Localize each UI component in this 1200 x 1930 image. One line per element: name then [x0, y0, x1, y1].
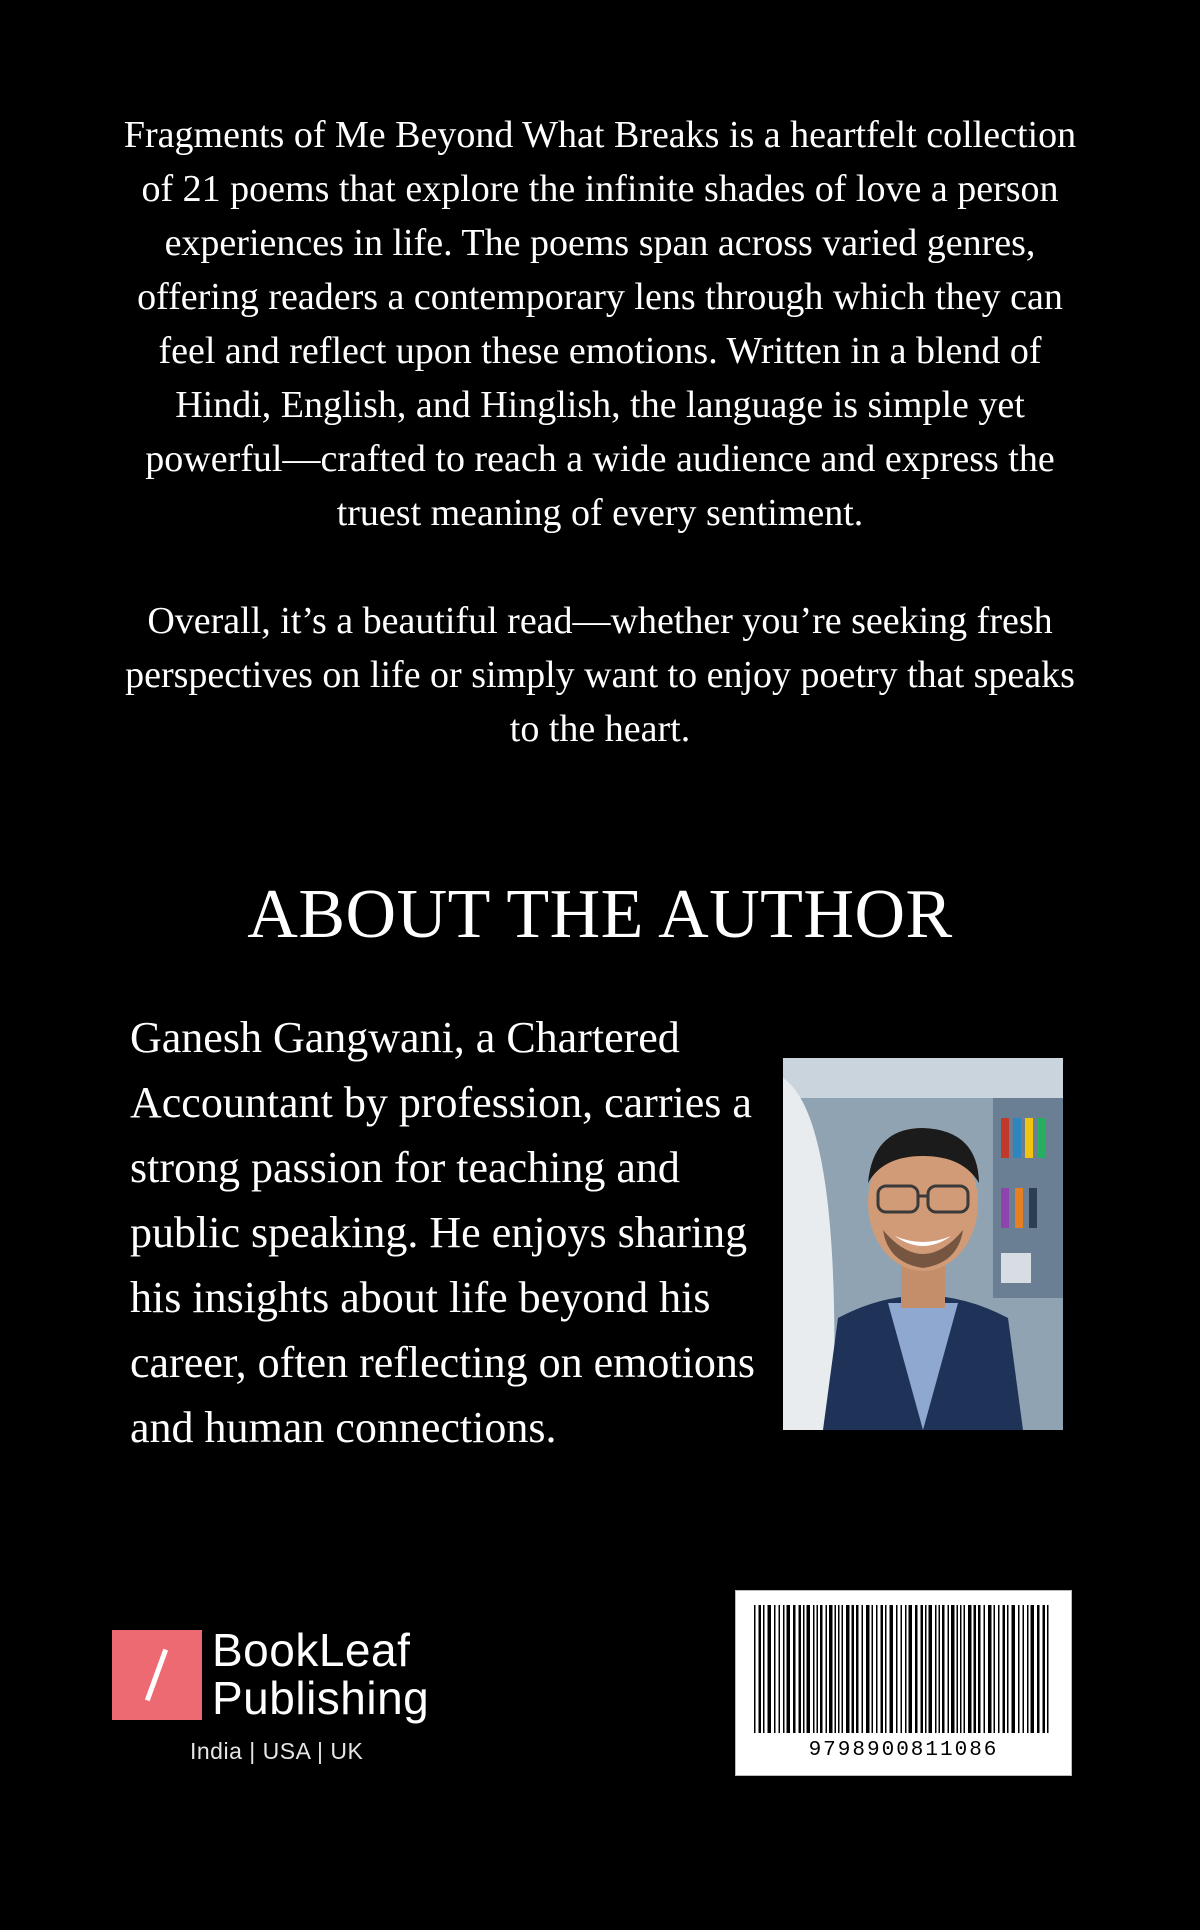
book-description [110, 108, 1090, 756]
isbn-number: 9798900811086 [808, 1739, 999, 1762]
description-paragraph: Overall, it’s a beautiful read—whether you’re seeking fresh perspectives on life or simply want to enjoy poetry that speaks to the heart. [125, 600, 1075, 750]
author-photo [783, 1058, 1063, 1430]
about-author-heading: ABOUT THE AUTHOR [247, 876, 953, 953]
barcode-icon [750, 1605, 1059, 1733]
bookleaf-logo-icon [112, 1630, 202, 1720]
publisher-name-line-1: BookLeaf [212, 1624, 411, 1676]
isbn-barcode [735, 1590, 1072, 1776]
publisher-regions: India | USA | UK [190, 1738, 364, 1764]
author-bio: Ganesh Gangwani, a Chartered Accountant by profession, carries a strong passion for teaching and public speaking. He enjoys sharing his insights about life beyond his career, often reflecting on emotions and human connections. [130, 1013, 755, 1452]
publisher-name-line-2: Publishing [212, 1672, 430, 1724]
description-paragraph: Fragments of Me Beyond What Breaks is a heartfelt collection of 21 poems that explore the infinite shades of love a person experiences in life. The poems span across varied genres, offering readers a contemporary lens through which they can feel and reflect upon these emotions. Written in a blend of Hindi, English, and Hinglish, the language is simple yet powerful—crafted to reach a wide audience and express the truest meaning of every sentiment. [123, 114, 1077, 534]
publisher-name [212, 1626, 429, 1722]
